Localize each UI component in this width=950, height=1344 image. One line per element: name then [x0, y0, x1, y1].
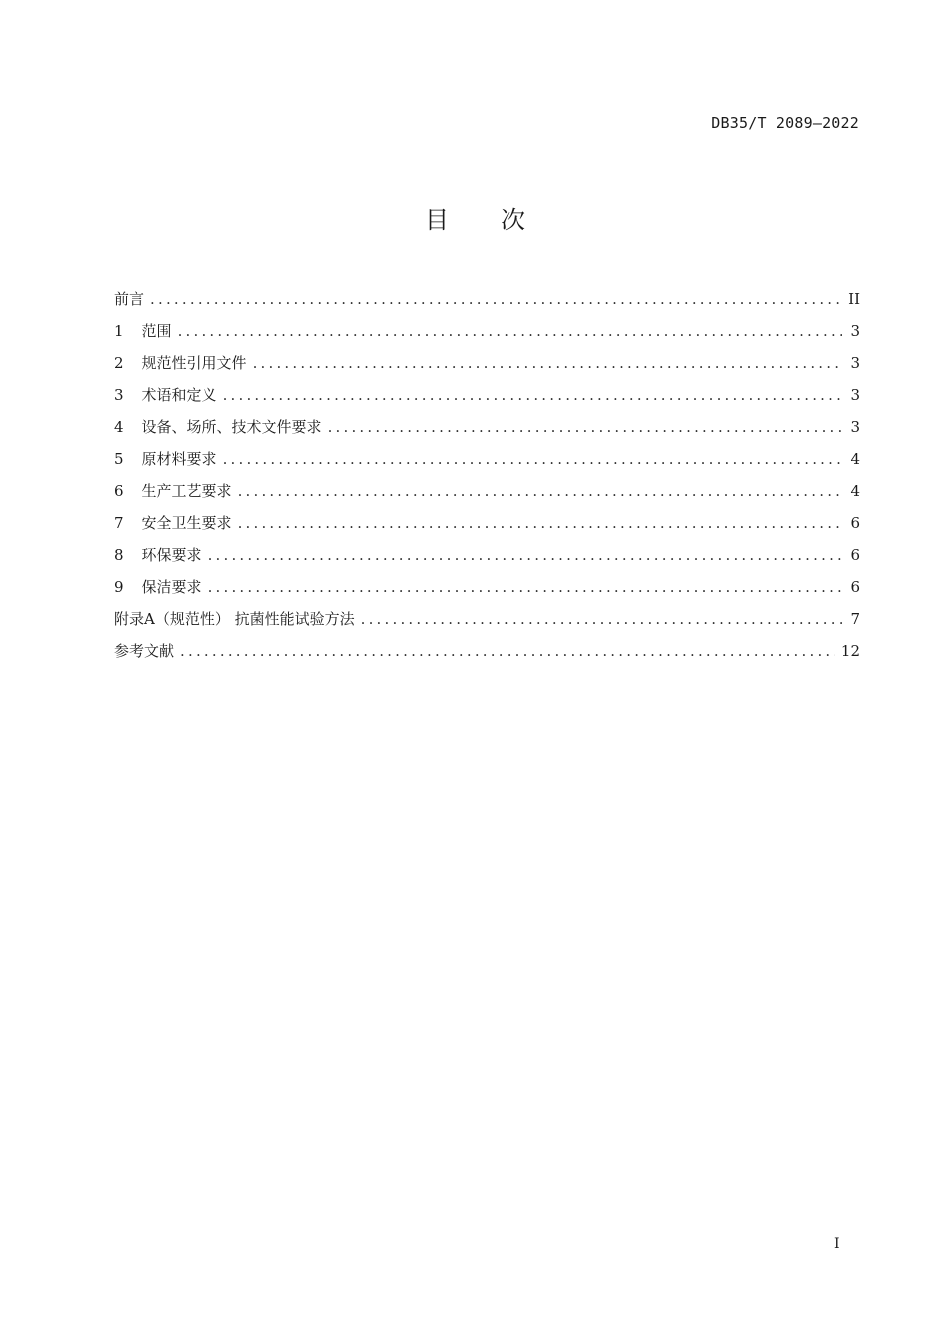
toc-entry-label: 安全卫生要求: [141, 514, 232, 532]
toc-leader-dots: [361, 603, 842, 635]
toc-title-char-1: 目: [425, 206, 449, 234]
toc-leader-dots: [150, 283, 842, 315]
toc-leader-dots: [178, 315, 842, 347]
toc-title: [0, 200, 950, 235]
toc-entry-references[interactable]: [114, 635, 860, 667]
toc-leader-dots: [208, 539, 842, 571]
toc-entry-label: 原材料要求: [141, 450, 217, 468]
toc-leader-dots: [223, 443, 842, 475]
toc-entry-label: 环保要求: [141, 546, 202, 564]
toc-entry-foreword[interactable]: [114, 283, 860, 315]
toc-entry-number: 3: [114, 386, 124, 404]
toc-leader-dots: [238, 475, 842, 507]
toc-leader-dots: [328, 411, 842, 443]
toc-entry-6[interactable]: [114, 475, 860, 507]
toc-entry-number: 8: [114, 546, 124, 564]
toc-entry-label: 参考文献: [114, 642, 175, 660]
toc-entry-number: 2: [114, 354, 124, 372]
toc-entry-number: 1: [114, 322, 124, 340]
toc-entry-number: 9: [114, 578, 124, 596]
toc-entry-page: II: [848, 290, 860, 308]
toc-leader-dots: [208, 571, 842, 603]
toc-entry-4[interactable]: [114, 411, 860, 443]
toc-entry-label: 术语和定义: [141, 386, 217, 404]
toc-entry-label: 设备、场所、技术文件要求: [141, 418, 322, 436]
toc-entry-label: 附录A（规范性） 抗菌性能试验方法: [114, 610, 355, 628]
toc-entry-3[interactable]: [114, 379, 860, 411]
toc-entry-9[interactable]: [114, 571, 860, 603]
toc-entry-page: 12: [840, 642, 860, 660]
toc-leader-dots: [253, 347, 842, 379]
toc-entry-appendix-a[interactable]: [114, 603, 860, 635]
toc-entry-label: 范围: [141, 322, 172, 340]
toc-entry-page: 6: [850, 578, 860, 596]
toc-entry-8[interactable]: [114, 539, 860, 571]
toc-entry-2[interactable]: [114, 347, 860, 379]
toc-entry-label: 生产工艺要求: [141, 482, 232, 500]
toc-entry-page: 3: [850, 322, 860, 340]
table-of-contents: [114, 283, 860, 667]
toc-entry-page: 4: [850, 450, 860, 468]
toc-entry-label: 保洁要求: [141, 578, 202, 596]
toc-entry-page: 6: [850, 514, 860, 532]
toc-entry-number: 6: [114, 482, 124, 500]
toc-leader-dots: [223, 379, 842, 411]
toc-leader-dots: [238, 507, 842, 539]
toc-entry-5[interactable]: [114, 443, 860, 475]
toc-title-char-2: 次: [501, 206, 525, 234]
document-code: DB35/T 2089—2022: [711, 114, 859, 132]
toc-leader-dots: [180, 635, 835, 667]
toc-entry-page: 7: [850, 610, 860, 628]
toc-entry-number: 7: [114, 514, 124, 532]
toc-entry-7[interactable]: [114, 507, 860, 539]
toc-entry-number: 5: [114, 450, 124, 468]
toc-entry-page: 3: [850, 418, 860, 436]
toc-entry-number: 4: [114, 418, 124, 436]
toc-entry-page: 3: [850, 354, 860, 372]
toc-entry-page: 3: [850, 386, 860, 404]
toc-entry-page: 4: [850, 482, 860, 500]
page-number: I: [834, 1236, 840, 1252]
toc-entry-1[interactable]: [114, 315, 860, 347]
toc-entry-label: 规范性引用文件: [141, 354, 247, 372]
toc-entry-label: 前言: [114, 290, 145, 308]
toc-entry-page: 6: [850, 546, 860, 564]
